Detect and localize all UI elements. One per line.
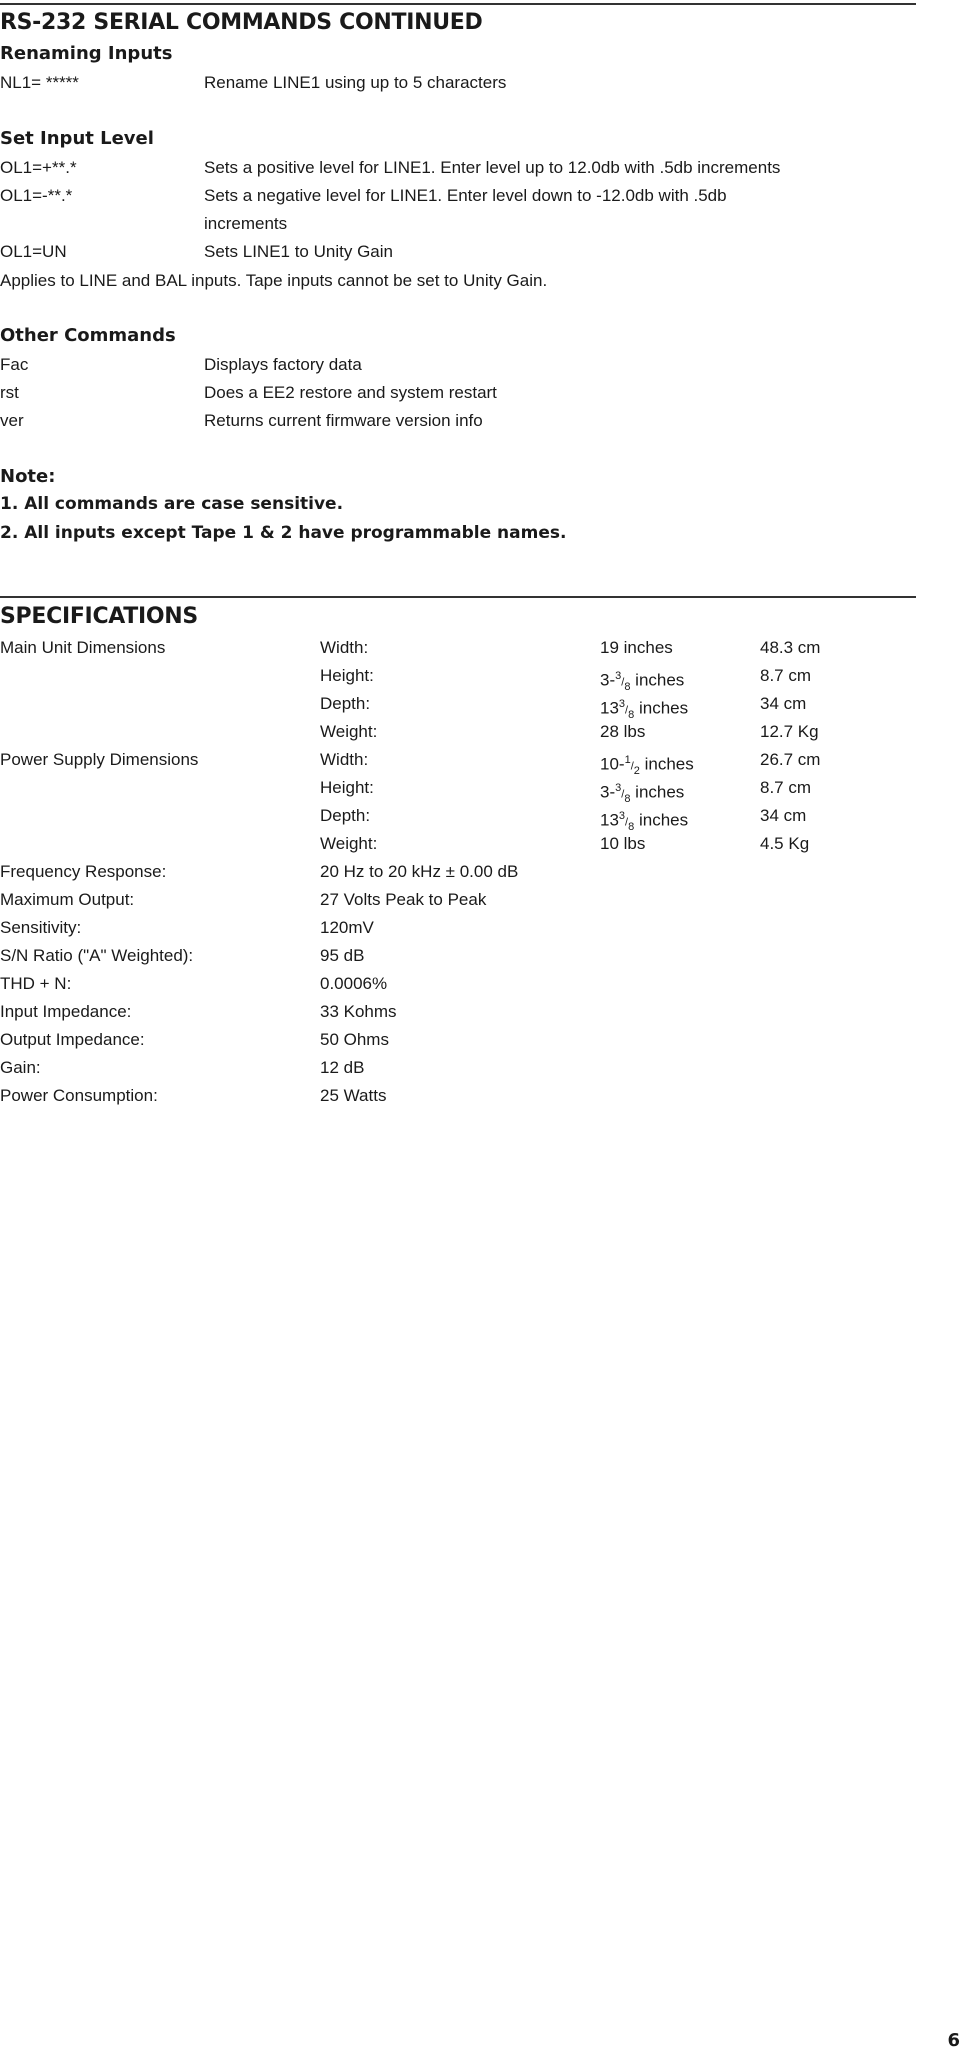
dimension-label: Depth: xyxy=(320,694,371,713)
dimension-imperial: 10 lbs xyxy=(600,834,646,853)
inch-unit: inches xyxy=(634,698,689,718)
dimension-metric: 4.5 Kg xyxy=(760,834,810,853)
commands-heading: RS-232 SERIAL COMMANDS CONTINUED xyxy=(0,10,483,35)
command-code: OL1=+**.* xyxy=(0,158,77,177)
command-description: Displays factory data xyxy=(204,355,362,374)
renaming-heading: Renaming Inputs xyxy=(0,43,173,64)
dimension-metric: 8.7 cm xyxy=(760,778,812,797)
spec-value: 120mV xyxy=(320,918,374,937)
command-description: Sets LINE1 to Unity Gain xyxy=(204,242,393,261)
spec-value: 50 Ohms xyxy=(320,1030,389,1049)
other-commands-heading: Other Commands xyxy=(0,325,176,346)
fraction-numerator: 3 xyxy=(618,698,626,710)
dimension-metric: 12.7 Kg xyxy=(760,722,819,741)
inch-whole: 10- xyxy=(600,754,625,774)
fraction-slash: / xyxy=(621,676,625,689)
spec-label: Sensitivity: xyxy=(0,918,82,937)
input-level-note: Applies to LINE and BAL inputs. Tape inputs cannot be set to Unity Gain. xyxy=(0,271,548,290)
fraction-slash: / xyxy=(621,788,625,801)
dimension-imperial xyxy=(600,778,684,809)
fraction-denominator: 8 xyxy=(628,709,635,722)
fraction-slash: / xyxy=(625,704,629,717)
dimension-imperial xyxy=(600,750,694,781)
spec-label: Maximum Output: xyxy=(0,890,135,909)
dimension-label: Weight: xyxy=(320,834,378,853)
inch-unit: inches xyxy=(630,782,685,802)
specs-rule xyxy=(0,596,916,598)
inch-whole: 13 xyxy=(600,698,619,718)
spec-label: Input Impedance: xyxy=(0,1002,132,1021)
command-description: increments xyxy=(204,214,288,233)
command-description: Does a EE2 restore and system restart xyxy=(204,383,497,402)
spec-label: S/N Ratio ("A" Weighted): xyxy=(0,946,194,965)
spec-label: Output Impedance: xyxy=(0,1030,145,1049)
fraction-numerator: 3 xyxy=(615,670,622,682)
note-item: 2. All inputs except Tape 1 & 2 have programmable names. xyxy=(0,523,567,543)
fraction-numerator: 3 xyxy=(615,782,622,794)
spec-value: 12 dB xyxy=(320,1058,365,1077)
fraction-denominator: 8 xyxy=(624,793,631,806)
dimension-metric: 48.3 cm xyxy=(760,638,821,657)
command-description: Sets a negative level for LINE1. Enter level down to -12.0db with .5db xyxy=(204,186,727,205)
note-item: 1. All commands are case sensitive. xyxy=(0,494,344,514)
dimension-imperial xyxy=(600,694,688,725)
spec-label: Gain: xyxy=(0,1058,41,1077)
command-description: Sets a positive level for LINE1. Enter level up to 12.0db with .5db increments xyxy=(204,158,781,177)
dimension-label: Height: xyxy=(320,778,374,797)
fraction-slash: / xyxy=(625,816,629,829)
fraction-denominator: 8 xyxy=(628,821,635,834)
fraction-denominator: 2 xyxy=(633,765,640,778)
inch-whole: 13 xyxy=(600,810,619,830)
input-level-heading: Set Input Level xyxy=(0,128,154,149)
top-rule xyxy=(0,3,916,5)
inch-unit: inches xyxy=(634,810,689,830)
spec-value: 20 Hz to 20 kHz ± 0.00 dB xyxy=(320,862,519,881)
fraction-numerator: 1 xyxy=(624,754,631,766)
dimension-metric: 34 cm xyxy=(760,694,807,713)
command-code: NL1= ***** xyxy=(0,73,79,92)
command-code: ver xyxy=(0,411,24,430)
fraction-slash: / xyxy=(630,760,634,773)
spec-value: 25 Watts xyxy=(320,1086,387,1105)
dimension-label: Width: xyxy=(320,638,369,657)
command-code: OL1=-**.* xyxy=(0,186,73,205)
inch-unit: inches xyxy=(630,670,685,690)
command-code: OL1=UN xyxy=(0,242,67,261)
dimension-group: Main Unit Dimensions xyxy=(0,638,166,657)
dimension-metric: 34 cm xyxy=(760,806,807,825)
fraction-denominator: 8 xyxy=(624,681,631,694)
command-description: Rename LINE1 using up to 5 characters xyxy=(204,73,507,92)
dimension-label: Height: xyxy=(320,666,374,685)
page-number: 6 xyxy=(947,2030,960,2051)
dimension-imperial: 28 lbs xyxy=(600,722,646,741)
dimension-label: Weight: xyxy=(320,722,378,741)
fraction-numerator: 3 xyxy=(618,810,626,822)
spec-label: THD + N: xyxy=(0,974,72,993)
command-code: Fac xyxy=(0,355,29,374)
dimension-metric: 26.7 cm xyxy=(760,750,821,769)
spec-value: 0.0006% xyxy=(320,974,388,993)
command-description: Returns current firmware version info xyxy=(204,411,483,430)
dimension-imperial xyxy=(600,666,684,697)
spec-label: Frequency Response: xyxy=(0,862,167,881)
inch-whole: 3- xyxy=(600,782,616,802)
spec-value: 27 Volts Peak to Peak xyxy=(320,890,487,909)
command-code: rst xyxy=(0,383,19,402)
spec-value: 33 Kohms xyxy=(320,1002,397,1021)
spec-value: 95 dB xyxy=(320,946,365,965)
dimension-label: Width: xyxy=(320,750,369,769)
note-heading: Note: xyxy=(0,466,56,487)
dimension-metric: 8.7 cm xyxy=(760,666,812,685)
inch-whole: 3- xyxy=(600,670,616,690)
dimension-imperial xyxy=(600,806,688,837)
spec-label: Power Consumption: xyxy=(0,1086,158,1105)
specs-heading: SPECIFICATIONS xyxy=(0,604,198,629)
dimension-label: Depth: xyxy=(320,806,371,825)
dimension-imperial: 19 inches xyxy=(600,638,673,657)
inch-unit: inches xyxy=(639,754,694,774)
dimension-group: Power Supply Dimensions xyxy=(0,750,199,769)
